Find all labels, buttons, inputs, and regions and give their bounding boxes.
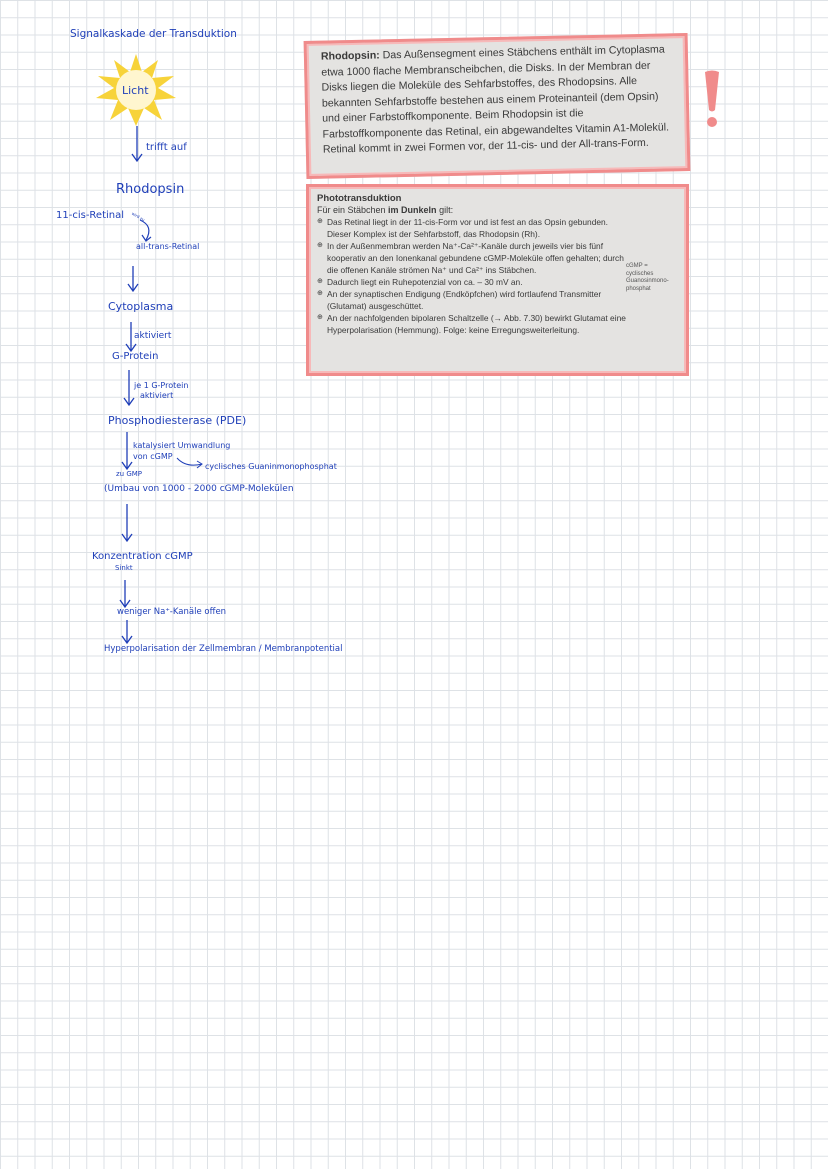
list-item: ⊕ Dadurch liegt ein Ruhepotenzial von ca. – 30 mV an. [327, 276, 632, 288]
cgmp-side-note: cGMP = cyclisches Guanosinmono-phosphat [626, 263, 669, 292]
arrow-icon [118, 580, 132, 608]
curved-arrow-icon [138, 218, 156, 242]
rhodopsin-card [304, 33, 691, 179]
list-item: ⊕ Das Retinal liegt in der 11-cis-Form vor und ist fest an das Opsin gebunden. Dieser Komplex ist der Sehfarbstoff, das Rhodopsin (Rh). [327, 216, 632, 240]
arrow-icon [120, 504, 134, 542]
arrow-icon [120, 620, 134, 644]
arrow-icon [126, 266, 140, 292]
label-von-cgmp: von cGMP [133, 452, 173, 461]
step-all-trans-retinal: all-trans-Retinal [136, 242, 200, 251]
step-11-cis-retinal: 11-cis-Retinal [56, 210, 125, 221]
label-cyclisches-guaninmonophosphat: cyclisches Guaninmonophosphat [205, 462, 337, 471]
intro-a: Für ein Stäbchen [317, 205, 389, 215]
list-item: ⊕ In der Außenmembran werden Na⁺-Ca²⁺-Kanäle durch jeweils vier bis fünf kooperativ an den Ionenkanal gebundene cGMP-Moleküle offen gehalten; durch die offenen Kanäle strömen Na⁺ und Ca²⁺ ins Stäbchen. [327, 240, 632, 276]
step-konzentration-cgmp: Konzentration cGMP [92, 551, 193, 562]
arrow-icon [120, 432, 134, 470]
phototransduktion-list [317, 216, 632, 336]
step-hyperpolarisation: Hyperpolarisation der Zellmembran / Membranpotential [104, 644, 343, 654]
step-cytoplasma: Cytoplasma [108, 300, 174, 313]
phototransduktion-card [306, 184, 689, 376]
step-rhodopsin: Rhodopsin [116, 182, 185, 197]
label-sinkt: Sinkt [115, 564, 133, 572]
label-katalysiert: katalysiert Umwandlung [133, 441, 231, 450]
list-item: ⊕ An der synaptischen Endigung (Endköpfchen) wird fortlaufend Transmitter (Glutamat) ausgeschüttet. [327, 288, 632, 312]
step-phosphodiesterase: Phosphodiesterase (PDE) [108, 414, 247, 427]
mini-label: wird zu [130, 210, 146, 223]
arrow-right-icon [176, 456, 204, 470]
rhodopsin-lead: Rhodopsin: [320, 49, 380, 63]
step-g-protein: G-Protein [112, 351, 159, 362]
step-weniger-na-kanaele: weniger Na⁺-Kanäle offen [117, 607, 227, 617]
list-item: ⊕ An der nachfolgenden bipolaren Schaltzelle (→ Abb. 7.30) bewirkt Glutamat eine Hyperpolarisation (Hemmung). Folge: keine Erregungsweiterleitung. [327, 312, 632, 336]
phototransduktion-title: Phototransduktion [317, 193, 402, 204]
label-aktiviert: aktiviert [134, 331, 172, 341]
label-trifft-auf: trifft auf [146, 142, 187, 153]
label-je-1-g-protein: je 1 G-Protein [134, 381, 189, 390]
flow-heading: Signalkaskade der Transduktion [70, 28, 237, 40]
rhodopsin-paragraph [321, 42, 673, 158]
arrow-icon [130, 126, 144, 162]
rhodopsin-text: Das Außensegment eines Stäbchens enthält im Cytoplasma etwa 1000 flache Membranscheibchen, die Disks. In der Membran der Disks liegen die Moleküle des Sehfarbstoffes, des Rhodopsins. Alle bekannten Sehfarbstoffe bestehen aus einem Proteinanteil (dem Opsin) und einer Farbstoffkomponente. Beim Rhodopsin ist die Farbstoffkomponente das Retinal, ein abgewandeltes Vitamin A1-Molekül. Retinal kommt in zwei Formen vor, der 11-cis- und der All-trans-Form. [321, 43, 670, 156]
phototransduktion-intro [317, 205, 676, 215]
intro-c: gilt: [436, 205, 454, 215]
exclamation-icon [701, 70, 723, 128]
label-zu-gmp: zu GMP [116, 470, 143, 478]
sun-label: Licht [122, 84, 149, 97]
intro-b: im Dunkeln [388, 205, 437, 215]
label-aktiviert-2: aktiviert [140, 391, 174, 400]
step-umbau: (Umbau von 1000 - 2000 cGMP-Molekülen [104, 484, 294, 494]
